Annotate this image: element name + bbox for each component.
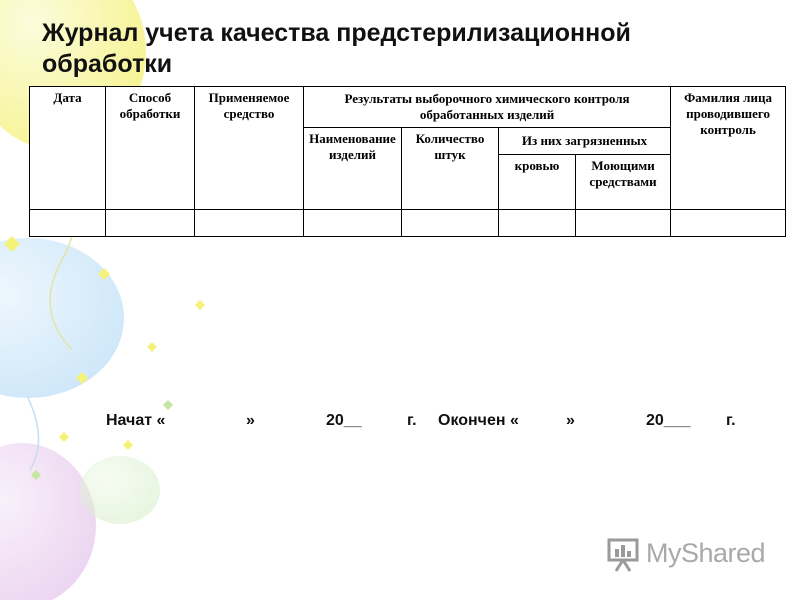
header-processing-method: Способ обработки (106, 87, 195, 210)
header-blood: кровью (499, 155, 576, 210)
projector-screen-icon (606, 537, 642, 573)
header-quantity: Количество штук (402, 128, 499, 210)
myshared-logo (606, 535, 776, 575)
quality-journal-table (29, 86, 786, 237)
confetti-piece (123, 440, 133, 450)
page-title: Журнал учета качества предстерилизационной обработки (42, 19, 631, 78)
finished-year-suffix: г. (726, 412, 736, 429)
logo-text: MyShared (646, 538, 766, 568)
header-control-results: Результаты выборочного химического контроля обработанных изделий (304, 87, 671, 128)
header-date: Дата (30, 87, 106, 210)
started-label: Начат « (106, 412, 166, 429)
header-agent-used: Применяемое средство (195, 87, 304, 210)
finished-label: Окончен « (438, 412, 519, 429)
started-year-suffix: г. (407, 412, 417, 429)
green-balloon (80, 456, 160, 524)
header-item-name: Наименование изделий (304, 128, 402, 210)
table-cell (304, 210, 402, 237)
table-cell (30, 210, 106, 237)
started-close-quote: » (246, 412, 255, 429)
blue-balloon (0, 238, 124, 398)
table-header-row (30, 87, 786, 128)
started-year: 20__ (326, 412, 362, 429)
table-cell (671, 210, 786, 237)
finished-close-quote: » (566, 412, 575, 429)
finished-year: 20___ (646, 412, 691, 429)
table-cell (195, 210, 304, 237)
header-inspector-name: Фамилия лица проводившего контроль (671, 87, 786, 210)
table-cell (402, 210, 499, 237)
confetti-piece (59, 432, 69, 442)
confetti-piece (147, 342, 157, 352)
table-cell (106, 210, 195, 237)
table-row (30, 210, 786, 237)
table-cell (576, 210, 671, 237)
confetti-piece (163, 400, 173, 410)
journal-dates-line (106, 412, 766, 434)
table-cell (499, 210, 576, 237)
purple-balloon (0, 443, 96, 600)
confetti-piece (195, 300, 205, 310)
header-contaminated: Из них загрязненных (499, 128, 671, 155)
header-detergents: Моющими средствами (576, 155, 671, 210)
